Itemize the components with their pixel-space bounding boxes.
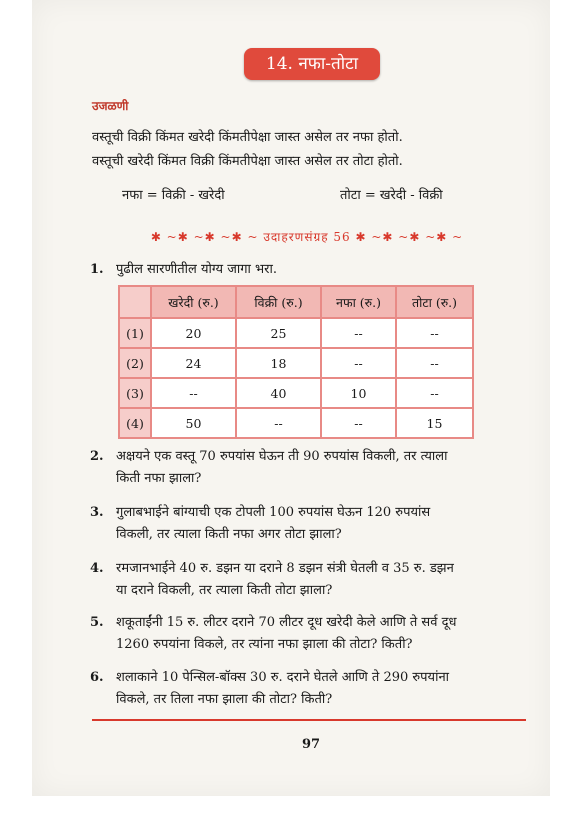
table-cell: -- xyxy=(151,378,236,408)
table-cell: -- xyxy=(396,348,473,378)
intro-line-loss: वस्तूची खरेदी किंमत विक्री किंमतीपेक्षा जास्त असेल तर तोटा होतो. xyxy=(92,154,403,169)
table-cell: 15 xyxy=(396,408,473,438)
profit-formula: नफा = विक्री - खरेदी xyxy=(122,188,225,203)
question-text xyxy=(116,558,526,602)
table-cell: 25 xyxy=(236,318,321,348)
table-cell: (4) xyxy=(119,408,151,438)
table-row xyxy=(119,378,473,408)
intro-line-profit: वस्तूची विक्री किंमत खरेदी किंमतीपेक्षा जास्त असेल तर नफा होतो. xyxy=(92,130,403,145)
table-cell: -- xyxy=(321,318,396,348)
question-line: या दराने विकली, तर त्याला किती तोटा झाला? xyxy=(116,583,333,598)
table-header-cell: नफा (रु.) xyxy=(321,286,396,318)
question-line: किती नफा झाला? xyxy=(116,471,202,486)
table-header-row xyxy=(119,286,473,318)
table-cell: -- xyxy=(396,378,473,408)
table-cell: -- xyxy=(396,318,473,348)
question-line: गुलाबभाईने बांग्याची एक टोपली 100 रुपयांस घेऊन 120 रुपयांस xyxy=(116,505,431,520)
table-cell: 18 xyxy=(236,348,321,378)
table-cell: -- xyxy=(236,408,321,438)
table-cell: 20 xyxy=(151,318,236,348)
table-row xyxy=(119,318,473,348)
question-line: अक्षयने एक वस्तू 70 रुपयांस घेऊन ती 90 रुपयांस विकली, तर त्याला xyxy=(116,449,448,464)
table-row xyxy=(119,408,473,438)
question-line: शकूताईंनी 15 रु. लीटर दराने 70 लीटर दूध खरेदी केले आणि ते सर्व दूध xyxy=(116,615,457,630)
question-number: 1. xyxy=(90,262,104,277)
question-text: पुढील सारणीतील योग्य जागा भरा. xyxy=(116,262,277,277)
question-line: शलाकाने 10 पेन्सिल-बॉक्स 30 रु. दराने घेतले आणि ते 290 रुपयांना xyxy=(116,670,450,685)
question-number: 6. xyxy=(90,670,104,685)
table-header-cell: तोटा (रु.) xyxy=(396,286,473,318)
table-row xyxy=(119,348,473,378)
footer-divider xyxy=(92,719,526,721)
question-text xyxy=(116,502,526,546)
question-text xyxy=(116,612,526,656)
table-cell: 24 xyxy=(151,348,236,378)
textbook-page xyxy=(32,0,550,796)
table-cell: 50 xyxy=(151,408,236,438)
fill-in-table xyxy=(118,285,474,439)
question-text xyxy=(116,667,526,711)
table-cell: 40 xyxy=(236,378,321,408)
table-cell: 10 xyxy=(321,378,396,408)
table-cell: -- xyxy=(321,408,396,438)
question-number: 5. xyxy=(90,615,104,630)
question-number: 4. xyxy=(90,561,104,576)
question-line: 1260 रुपयांना विकले, तर त्यांना नफा झाला की तोटा? किती? xyxy=(116,637,413,652)
table-header-cell: खरेदी (रु.) xyxy=(151,286,236,318)
question-number: 2. xyxy=(90,449,104,464)
table-cell: -- xyxy=(321,348,396,378)
table-cell: (3) xyxy=(119,378,151,408)
exercise-heading: ✱ ~✱ ~✱ ~✱ ~ उदाहरणसंग्रह 56 ✱ ~✱ ~✱ ~✱ ~ xyxy=(150,230,464,244)
question-text xyxy=(116,446,526,490)
table-cell: (2) xyxy=(119,348,151,378)
table-header-cell xyxy=(119,286,151,318)
loss-formula: तोटा = खरेदी - विक्री xyxy=(340,188,443,203)
table-cell: (1) xyxy=(119,318,151,348)
question-line: विकले, तर तिला नफा झाला की तोटा? किती? xyxy=(116,692,333,707)
question-line: रमजानभाईने 40 रु. डझन या दराने 8 डझन संत्री घेतली व 35 रु. डझन xyxy=(116,561,454,576)
question-line: विकली, तर त्याला किती नफा अगर तोटा झाला? xyxy=(116,527,342,542)
table-header-cell: विक्री (रु.) xyxy=(236,286,321,318)
chapter-title: 14. नफा-तोटा xyxy=(244,48,380,80)
page-number: 97 xyxy=(302,737,321,752)
recall-heading: उजळणी xyxy=(92,99,129,113)
question-number: 3. xyxy=(90,505,104,520)
